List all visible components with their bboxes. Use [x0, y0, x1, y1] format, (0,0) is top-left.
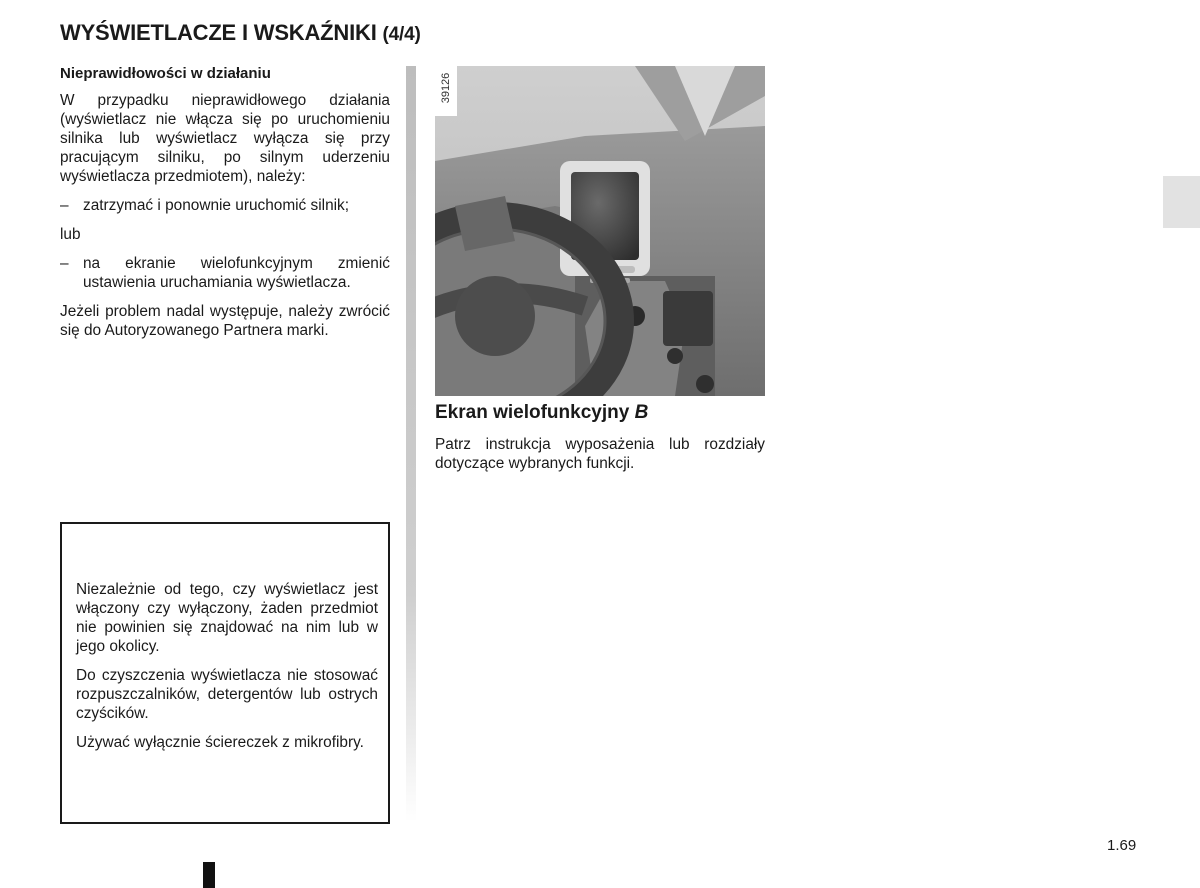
page-title — [60, 20, 421, 46]
page-title-text: WYŚWIETLACZE I WSKAŹNIKI — [60, 20, 377, 45]
multifunction-heading — [435, 402, 765, 424]
malfunction-closing: Jeżeli problem nadal występuje, należy zwrócić się do Autoryzowanego Partnera marki. — [60, 303, 390, 339]
figure-number: 39126 — [440, 72, 452, 104]
multifunction-text: Patrz instrukcja wyposażenia lub rozdziały dotyczące wybranych funkcji. — [435, 436, 765, 472]
chapter-tab-marker — [1163, 176, 1200, 228]
list-item-text: zatrzymać i ponownie uruchomić silnik; — [83, 197, 350, 214]
list-dash: – — [60, 197, 69, 214]
warning-paragraph: Niezależnie od tego, czy wyświetlacz jest włączony czy wyłączony, żaden przedmiot nie powinien się znajdować na nim lub w jego okolicy. — [76, 581, 378, 655]
column-divider — [406, 66, 416, 822]
dashboard-figure — [435, 66, 765, 396]
list-dash: – — [60, 255, 69, 272]
warning-paragraph: Używać wyłącznie ściereczek z mikrofibry. — [76, 734, 364, 751]
malfunction-intro: W przypadku nieprawidłowego działania (wyświetlacz nie włącza się po uruchomieniu silnika lub wyświetlacz wyłącza się przy pracującym silniku, po silnym uderzeniu wyświetlacza przedmiotem), należy: — [60, 92, 390, 185]
page-number: 1.69 — [1107, 837, 1137, 854]
car-dashboard-illustration-icon — [435, 66, 765, 396]
list-item — [60, 254, 390, 292]
figure-number-box — [435, 66, 457, 116]
warning-paragraph: Do czyszczenia wyświetlacza nie stosować rozpuszczalników, detergentów lub ostrych czyścików. — [76, 667, 378, 722]
malfunction-heading: Nieprawidłowości w działaniu — [60, 65, 271, 82]
warning-box — [60, 522, 390, 824]
crop-mark — [203, 862, 215, 888]
malfunction-section — [60, 64, 390, 350]
multifunction-screen-section — [435, 402, 765, 473]
list-item — [60, 196, 390, 215]
list-item-text: na ekranie wielofunkcyjnym zmienić ustawienia uruchamiania wyświetlacza. — [83, 255, 390, 291]
or-text: lub — [60, 226, 81, 243]
multifunction-heading-text: Ekran wielofunkcyjny — [435, 402, 630, 423]
page-title-part: (4/4) — [382, 24, 421, 45]
multifunction-heading-letter: B — [634, 402, 649, 423]
